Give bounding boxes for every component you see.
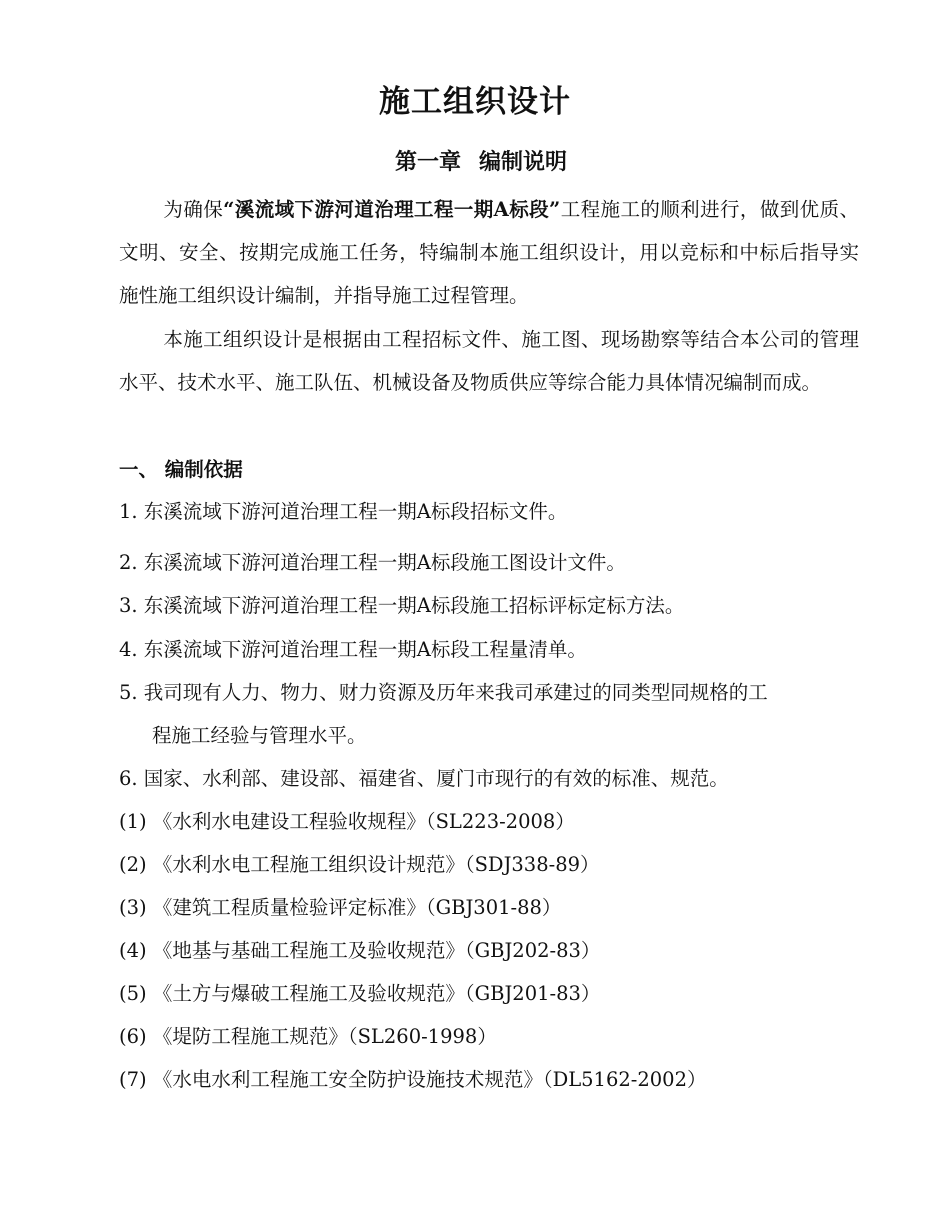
standard-item-6: (6) 《堤防工程施工规范》（SL260-1998） bbox=[119, 1025, 497, 1048]
basis-item-2: 2. 东溪流域下游河道治理工程一期A标段施工图设计文件。 bbox=[119, 551, 626, 574]
document-title: 施工组织设计 bbox=[379, 84, 571, 120]
intro-p1-post: 工程施工的顺利进行，做到优质、文明、安全、按期完成施工任务，特编制本施工组织设计，用以竞标和中标后指导实施性施工组织设计编制，并指导施工过程管理。 bbox=[119, 198, 859, 307]
basis-item-1: 1. 东溪流域下游河道治理工程一期A标段招标文件。 bbox=[119, 500, 568, 523]
standard-item-3: (3) 《建筑工程质量检验评定标准》（GBJ301-88） bbox=[119, 896, 562, 919]
intro-paragraph-2 bbox=[119, 318, 859, 404]
standard-item-4: (4) 《地基与基础工程施工及验收规范》（GBJ202-83） bbox=[119, 939, 601, 962]
basis-item-5-continued bbox=[119, 718, 859, 754]
intro-paragraph-1 bbox=[119, 188, 859, 317]
standard-item-2: (2) 《水利水电工程施工组织设计规范》（SDJ338-89） bbox=[119, 853, 600, 876]
basis-item-5: 5. 我司现有人力、物力、财力资源及历年来我司承建过的同类型同规格的工 bbox=[119, 681, 768, 704]
standard-item-7: (7) 《水电水利工程施工安全防护设施技术规范》（DL5162-2002） bbox=[119, 1068, 707, 1091]
intro-p2-text: 本施工组织设计是根据由工程招标文件、施工图、现场勘察等结合本公司的管理水平、技术水平、施工队伍、机械设备及物质供应等综合能力具体情况编制而成。 bbox=[119, 328, 859, 394]
intro-p1-pre: 为确保 bbox=[163, 198, 224, 221]
basis-item-5-cont-text: 程施工经验与管理水平。 bbox=[152, 724, 367, 747]
chapter-number: 第一章 bbox=[394, 149, 461, 175]
basis-item-6: 6. 国家、水利部、建设部、福建省、厦门市现行的有效的标准、规范。 bbox=[119, 767, 729, 790]
standard-item-1: (1) 《水利水电建设工程验收规程》（SL223-2008） bbox=[119, 810, 575, 833]
section-heading: 一、 编制依据 bbox=[119, 458, 243, 481]
standard-item-5: (5) 《土方与爆破工程施工及验收规范》（GBJ201-83） bbox=[119, 982, 601, 1005]
chapter-name: 编制说明 bbox=[479, 149, 568, 175]
basis-item-4: 4. 东溪流域下游河道治理工程一期A标段工程量清单。 bbox=[119, 638, 587, 661]
project-name: “溪流域下游河道治理工程一期A标段” bbox=[223, 198, 561, 221]
chapter-heading bbox=[0, 144, 950, 180]
basis-item-3: 3. 东溪流域下游河道治理工程一期A标段施工招标评标定标方法。 bbox=[119, 594, 685, 617]
